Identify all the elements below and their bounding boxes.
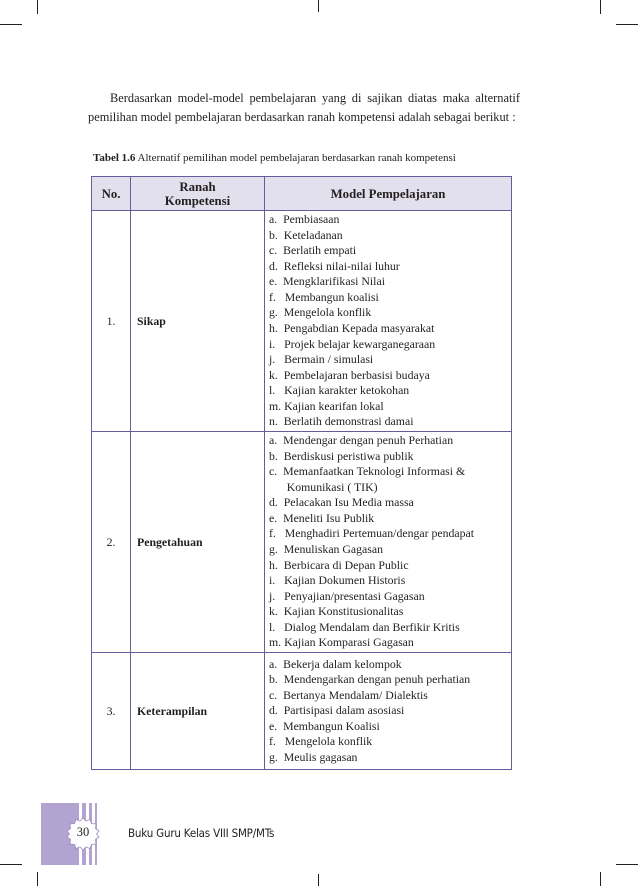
page-number: 30 (76, 825, 90, 839)
list-item: b. Berdiskusi peristiwa publik (269, 448, 414, 463)
list-item: c. Bertanya Mendalam/ Dialektis (269, 687, 428, 702)
list-item: a. Mendengar dengan penuh Perhatian (269, 433, 454, 448)
list-item: a. Pembiasaan (269, 212, 340, 227)
list-item: d. Partisipasi dalam asosiasi (269, 703, 405, 718)
header-ranah-line2: Kompetensi (164, 193, 231, 208)
row-models (265, 432, 512, 653)
header-ranah-line1: Ranah (179, 179, 216, 194)
row-ranah: Sikap (131, 211, 265, 432)
list-item: m. Kajian kearifan lokal (269, 398, 384, 413)
list-item: l. Kajian karakter ketokohan (269, 383, 410, 398)
list-item: d. Refleksi nilai-nilai luhur (269, 258, 400, 273)
crop-mark (616, 24, 638, 25)
list-item: a. Bekerja dalam kelompok (269, 656, 402, 671)
table-header-row (92, 177, 512, 211)
crop-mark (600, 0, 601, 14)
list-item: h. Berbicara di Depan Public (269, 557, 409, 572)
table-row (92, 211, 512, 432)
crop-mark (0, 864, 22, 865)
list-item: g. Menuliskan Gagasan (269, 542, 384, 556)
competency-table (91, 176, 512, 770)
list-item: Komunikasi ( TIK) (269, 479, 378, 494)
list-item: j. Penyajian/presentasi Gagasan (269, 588, 425, 603)
model-list (269, 212, 507, 430)
list-item: b. Mendengarkan dengan penuh perhatian (269, 672, 471, 687)
list-item: e. Mengklarifikasi Nilai (269, 274, 385, 289)
crop-mark (37, 872, 38, 886)
crop-mark (600, 872, 601, 886)
crop-mark (0, 24, 22, 25)
caption-text: Alternatif pemilihan model pembelajaran berdasarkan ranah kompetensi (137, 152, 456, 164)
list-item: i. Kajian Dokumen Historis (269, 573, 406, 588)
table-caption (93, 152, 456, 164)
model-list (269, 657, 507, 766)
list-item: l. Dialog Mendalam dan Berfikir Kritis (269, 619, 460, 634)
list-item: n. Berlatih demonstrasi damai (269, 414, 414, 429)
header-model: Model Pempelajaran (265, 177, 512, 211)
header-ranah (131, 177, 265, 211)
list-item: f. Mengelola konflik (269, 734, 373, 749)
row-ranah: Keterampilan (131, 653, 265, 770)
row-models (265, 211, 512, 432)
book-title: Buku Guru Kelas VIII SMP/MTs (128, 826, 275, 840)
list-item: j. Bermain / simulasi (269, 352, 374, 367)
intro-paragraph: Berdasarkan model-model pembelajaran yang di sajikan diatas maka alternatif pemilihan model pembelajaran berdasarkan ranah kompetensi adalah sebagai berikut : (88, 91, 520, 124)
list-item: e. Meneliti Isu Publik (269, 510, 375, 525)
crop-mark (318, 0, 319, 12)
header-no: No. (92, 177, 131, 211)
crop-mark (616, 864, 638, 865)
list-item: g. Mengelola konflik (269, 305, 372, 320)
list-item: d. Pelacakan Isu Media massa (269, 495, 414, 510)
list-item: e. Membangun Koalisi (269, 718, 380, 733)
table-row (92, 653, 512, 770)
list-item: g. Meulis gagasan (269, 749, 358, 764)
table-row (92, 432, 512, 653)
crop-mark (318, 874, 319, 886)
list-item: c. Memanfaatkan Teknologi Informasi & (269, 464, 466, 479)
row-number: 3. (92, 653, 131, 770)
list-item: h. Pengabdian Kepada masyarakat (269, 321, 435, 335)
list-item: k. Kajian Konstitusionalitas (269, 604, 404, 619)
list-item: b. Keteladanan (269, 227, 343, 242)
row-number: 2. (92, 432, 131, 653)
crop-mark (37, 0, 38, 14)
list-item: f. Membangun koalisi (269, 289, 379, 304)
row-models (265, 653, 512, 770)
list-item: m. Kajian Komparasi Gagasan (269, 635, 414, 650)
row-number: 1. (92, 211, 131, 432)
list-item: k. Pembelajaran berbasisi budaya (269, 367, 430, 382)
list-item: c. Berlatih empati (269, 243, 357, 258)
row-ranah: Pengetahuan (131, 432, 265, 653)
model-list (269, 433, 507, 651)
list-item: f. Menghadiri Pertemuan/dengar pendapat (269, 526, 475, 541)
caption-label: Tabel 1.6 (93, 152, 136, 164)
list-item: i. Projek belajar kewarganegaraan (269, 336, 436, 351)
